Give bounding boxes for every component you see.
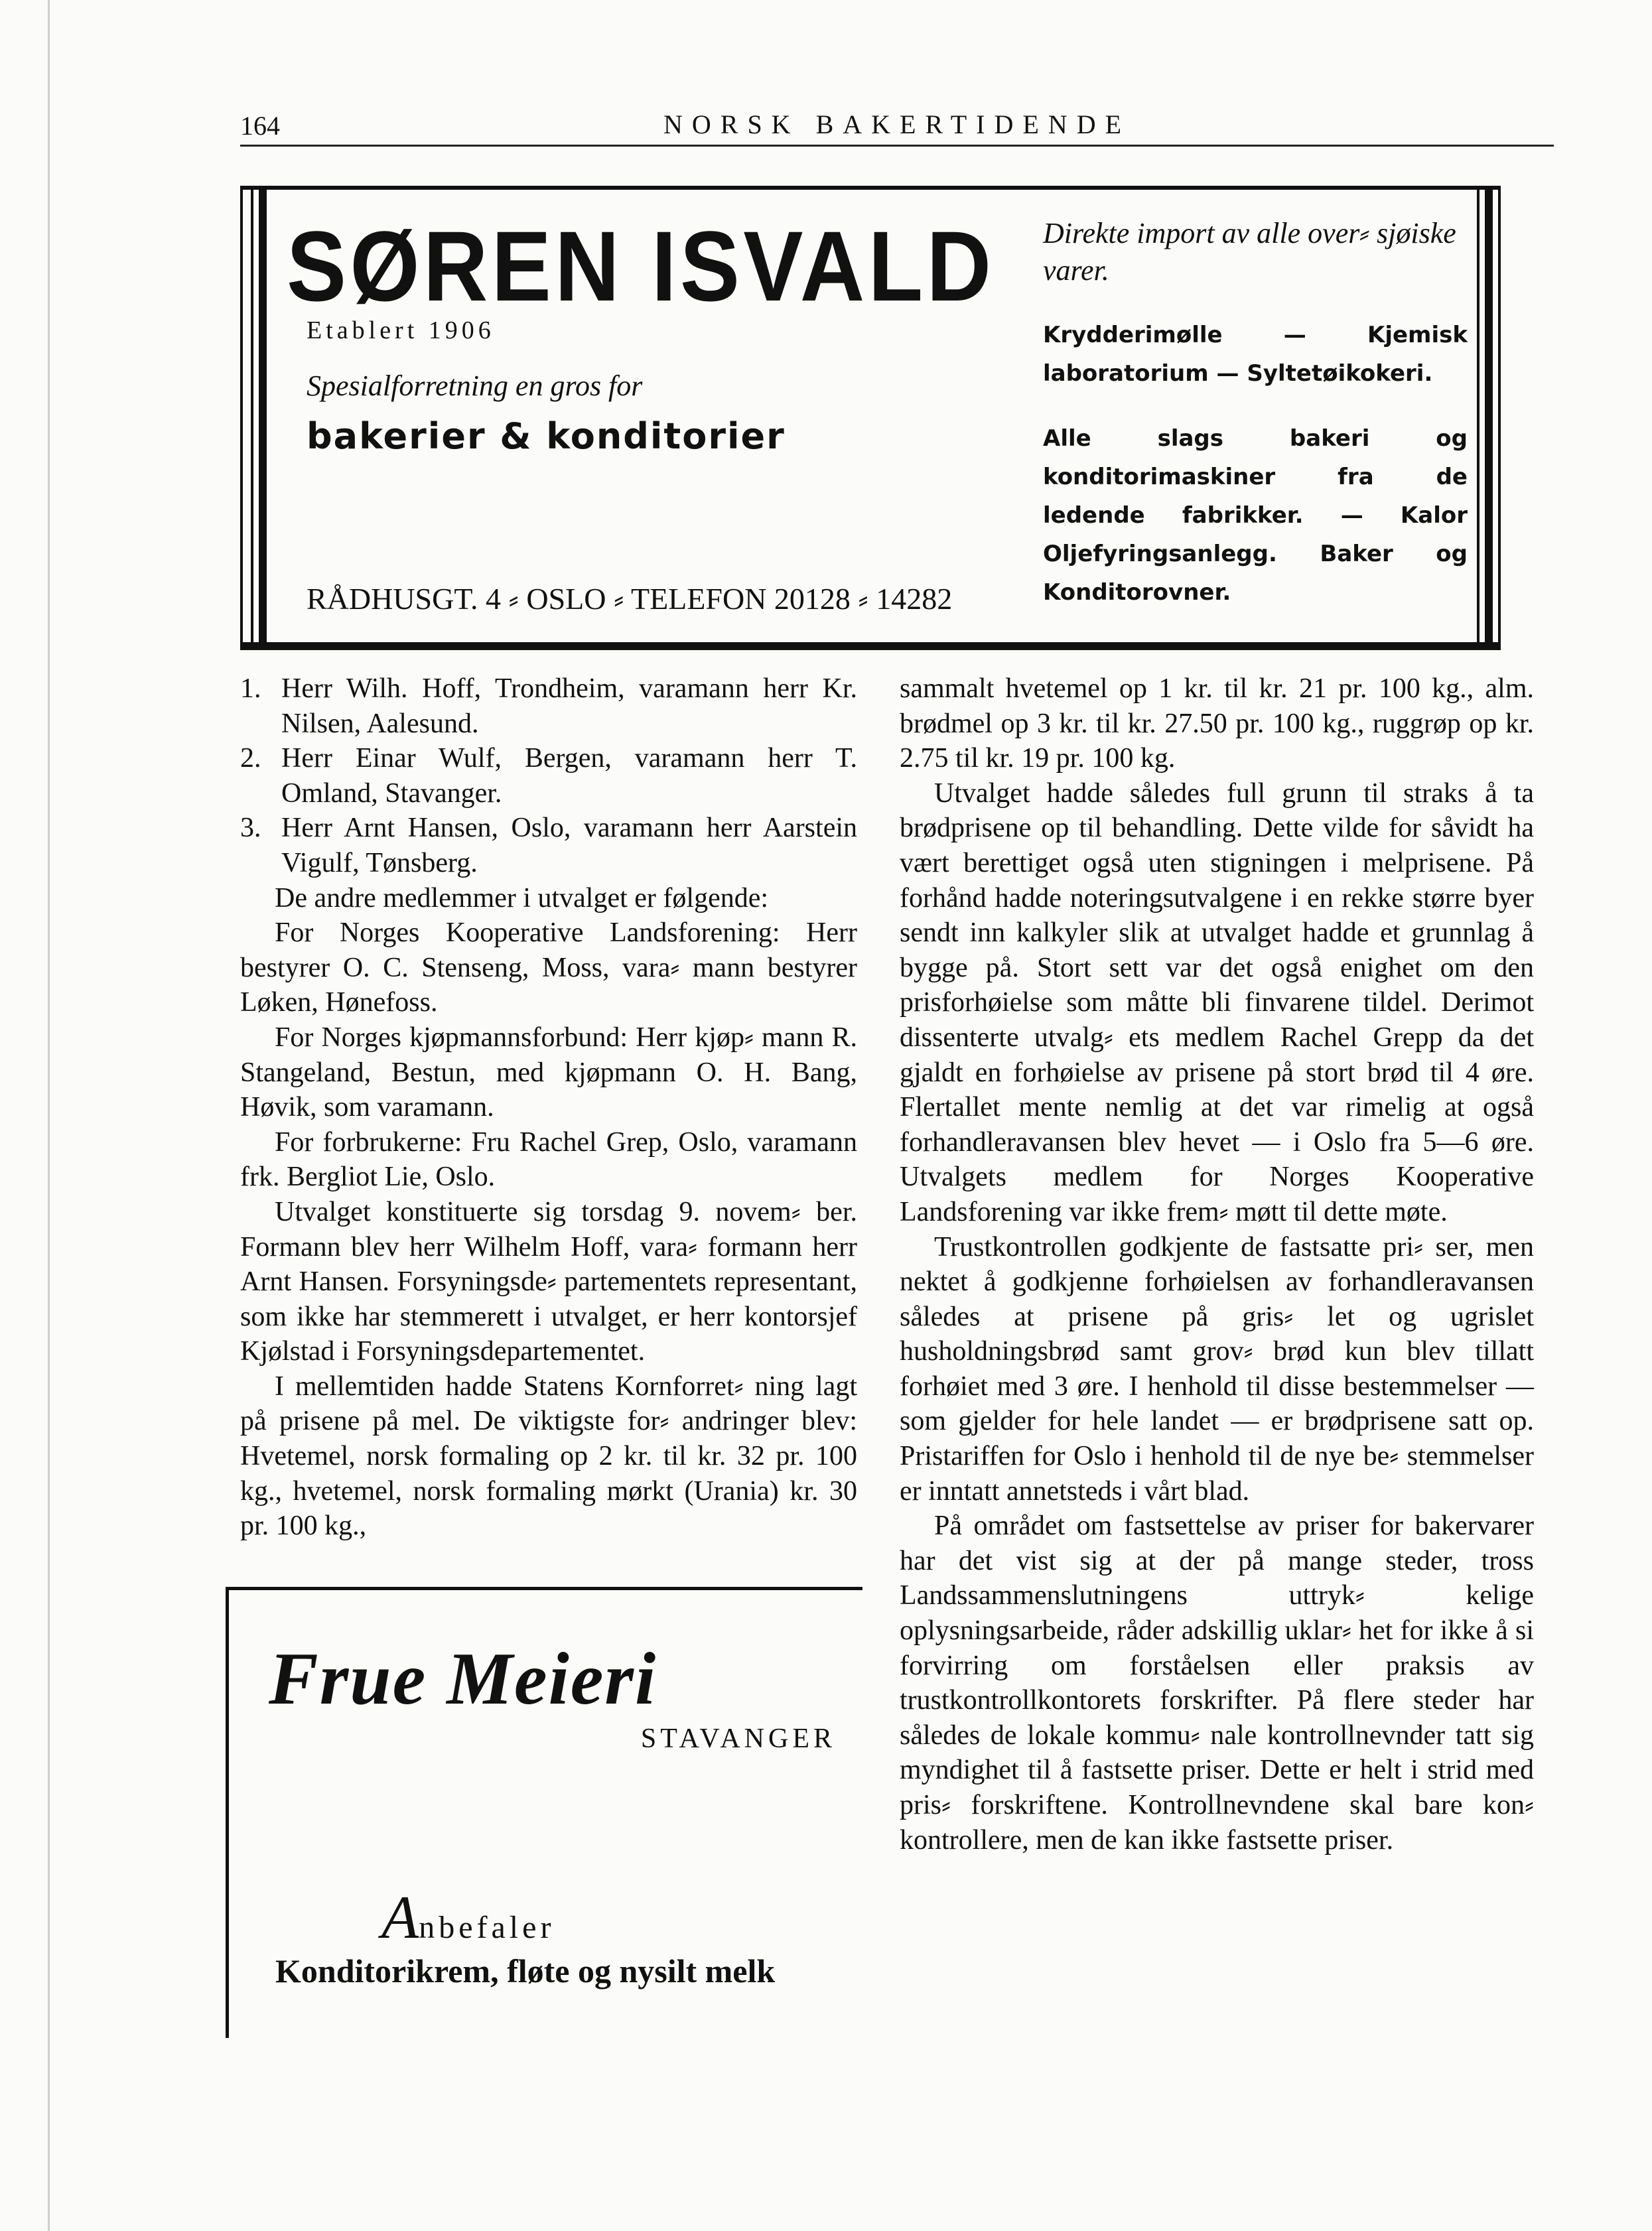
ad-recommends [381, 1882, 555, 1952]
ad-recommends-initial: A [381, 1883, 419, 1951]
paragraph: sammalt hvetemel op 1 kr. til kr. 21 pr. 100 kg., alm. brødmel op 3 kr. til kr. 27.50 pr. 100 kg., ruggrøp op kr. 2.75 til kr. 19 pr. 100 kg. [900, 673, 1534, 774]
paragraph: For Norges kjøpmannsforbund: Herr kjøp⸗ mann R. Stangeland, Bestun, med kjøpmann O. H. Bang, Høvik, som varamann. [240, 1022, 857, 1123]
ad-dairy-city: STAVANGER [640, 1724, 836, 1754]
ad-services-block [1043, 215, 1468, 612]
paragraph: Trustkontrollen godkjente de fastsatte pri⸗ ser, men nektet å godkjenne forhøielsen av forhandleravansen således at prisene på gris⸗ let og ugrislet husholdningsbrød samt grov⸗ brød kun blev tillatt forhøiet med 3 øre. I henhold til disse bestemmelser — som gjelder for hele landet — er brødprisene satt op. Pristariffen for Oslo i henhold til de nye be⸗ stemmelser er inntatt annetsteds i vårt blad. [900, 1231, 1534, 1507]
list-text: Herr Arnt Hansen, Oslo, varamann herr Aarstein Vigulf, Tønsberg. [281, 813, 857, 878]
list-text: Herr Wilh. Hoff, Trondheim, varamann herr Kr. Nilsen, Aalesund. [281, 673, 857, 739]
ad-recommends-rest: nbefaler [419, 1910, 555, 1945]
page-edge [48, 0, 50, 2231]
ad-established: Etablert 1906 [307, 316, 495, 344]
list-number: 3. [240, 813, 261, 844]
ad-machines-text: Alle slags bakeri og konditorimaskiner fra de ledende fabrikker. — Kalor Oljefyringsanlegg. Baker og Konditorovner. [1043, 425, 1468, 606]
paragraph: For Norges Kooperative Landsforening: Herr bestyrer O. C. Stenseng, Moss, vara⸗ mann bestyrer Løken, Hønefoss. [240, 917, 857, 1018]
ad-address: RÅDHUSGT. 4 ⸗ OSLO ⸗ TELEFON 20128 ⸗ 14282 [307, 582, 953, 616]
paragraph: De andre medlemmer i utvalget er følgende: [275, 882, 769, 913]
ad-border-right [1469, 190, 1501, 642]
list-number: 2. [240, 743, 261, 774]
article-column-left [240, 671, 857, 1544]
ad-import-text: Direkte import av alle over⸗ sjøiske varer. [1043, 217, 1456, 287]
paragraph: I mellemtiden hadde Statens Kornforret⸗ ning lagt på prisene på mel. De viktigste for⸗ andringer blev: Hvetemel, norsk formaling op 2 kr. til kr. 32 pr. 100 kg., hvetemel, norsk formaling mørkt (Urania) kr. 30 pr. 100 kg., [240, 1371, 857, 1542]
list-item [240, 671, 857, 741]
article-column-right [900, 671, 1534, 1858]
paragraph: Utvalget hadde således full grunn til straks å ta brødprisene op til behandling. Dette vilde for såvidt ha vært berettiget også uten stigningen i melprisene. På forhånd hadde noteringsutvalgene i en rekke større byer sendt inn kalkyler slik at utvalget hadde et grunnlag å bygge på. Stort sett var det også enighet om den prisforhøielse som måtte bli finvarene tildel. Derimot dissenterte utvalg⸗ ets medlem Rachel Grepp da det gjaldt en forhøielse av prisene på stort brød til 4 øre. Flertallet mente nemlig at det var rimelig at også forhandleravansen blev hevet — i Oslo fra 5—6 øre. Utvalgets medlem for Norges Kooperative Landsforening var ikke frem⸗ møtt til dette møte. [900, 777, 1534, 1227]
ad-specialty: Spesialforretning en gros for [307, 370, 643, 402]
advertisement-soren-isvald [240, 186, 1501, 650]
paragraph: Utvalget konstituerte sig torsdag 9. novem⸗ ber. Formann blev herr Wilhelm Hoff, vara⸗ formann herr Arnt Hansen. Forsyningsde⸗ partementets representant, som ikke har stemmerett i utvalget, er herr kontorsjef Kjølstad i Forsyningsdepartementet. [240, 1196, 857, 1367]
ad-services-text: Krydderimølle — Kjemisk laboratorium — Syltetøikokeri. [1043, 322, 1468, 387]
list-item [240, 811, 857, 880]
page-number: 164 [240, 111, 280, 141]
list-item [240, 741, 857, 811]
list-number: 1. [240, 673, 261, 704]
running-title: NORSK BAKERTIDENDE [663, 109, 1131, 139]
list-text: Herr Einar Wulf, Bergen, varamann herr T. Omland, Stavanger. [281, 743, 857, 809]
paragraph: For forbrukerne: Fru Rachel Grep, Oslo, varamann frk. Bergliot Lie, Oslo. [240, 1126, 857, 1193]
ad-trade: bakerier & konditorier [307, 415, 786, 457]
advertisement-frue-meieri [226, 1587, 862, 2038]
ad-company-name: SØREN ISVALD [287, 210, 995, 322]
paragraph: På området om fastsettelse av priser for bakervarer har det vist sig at der på mange steder, tross Landssammenslutningens uttryk⸗ kelige oplysningsarbeide, råder adskillig uklar⸗ het for ikke å si forvirring om forståelsen eller praksis av trustkontrollkontorets forskrifter. På flere steder har således de lokale kommu⸗ nale kontrollnevnder tatt sig myndighet til å fastsette priser. Dette er helt i strid med pris⸗ forskriftene. Kontrollnevndene skal bare kon⸗ kontrollere, men de kan ikke fastsette priser. [900, 1511, 1534, 1856]
page-header [240, 105, 1554, 147]
ad-products: Konditorikrem, fløte og nysilt melk [275, 1952, 776, 1990]
ad-border-left [240, 190, 272, 642]
ad-dairy-name: Frue Meieri [269, 1638, 657, 1720]
